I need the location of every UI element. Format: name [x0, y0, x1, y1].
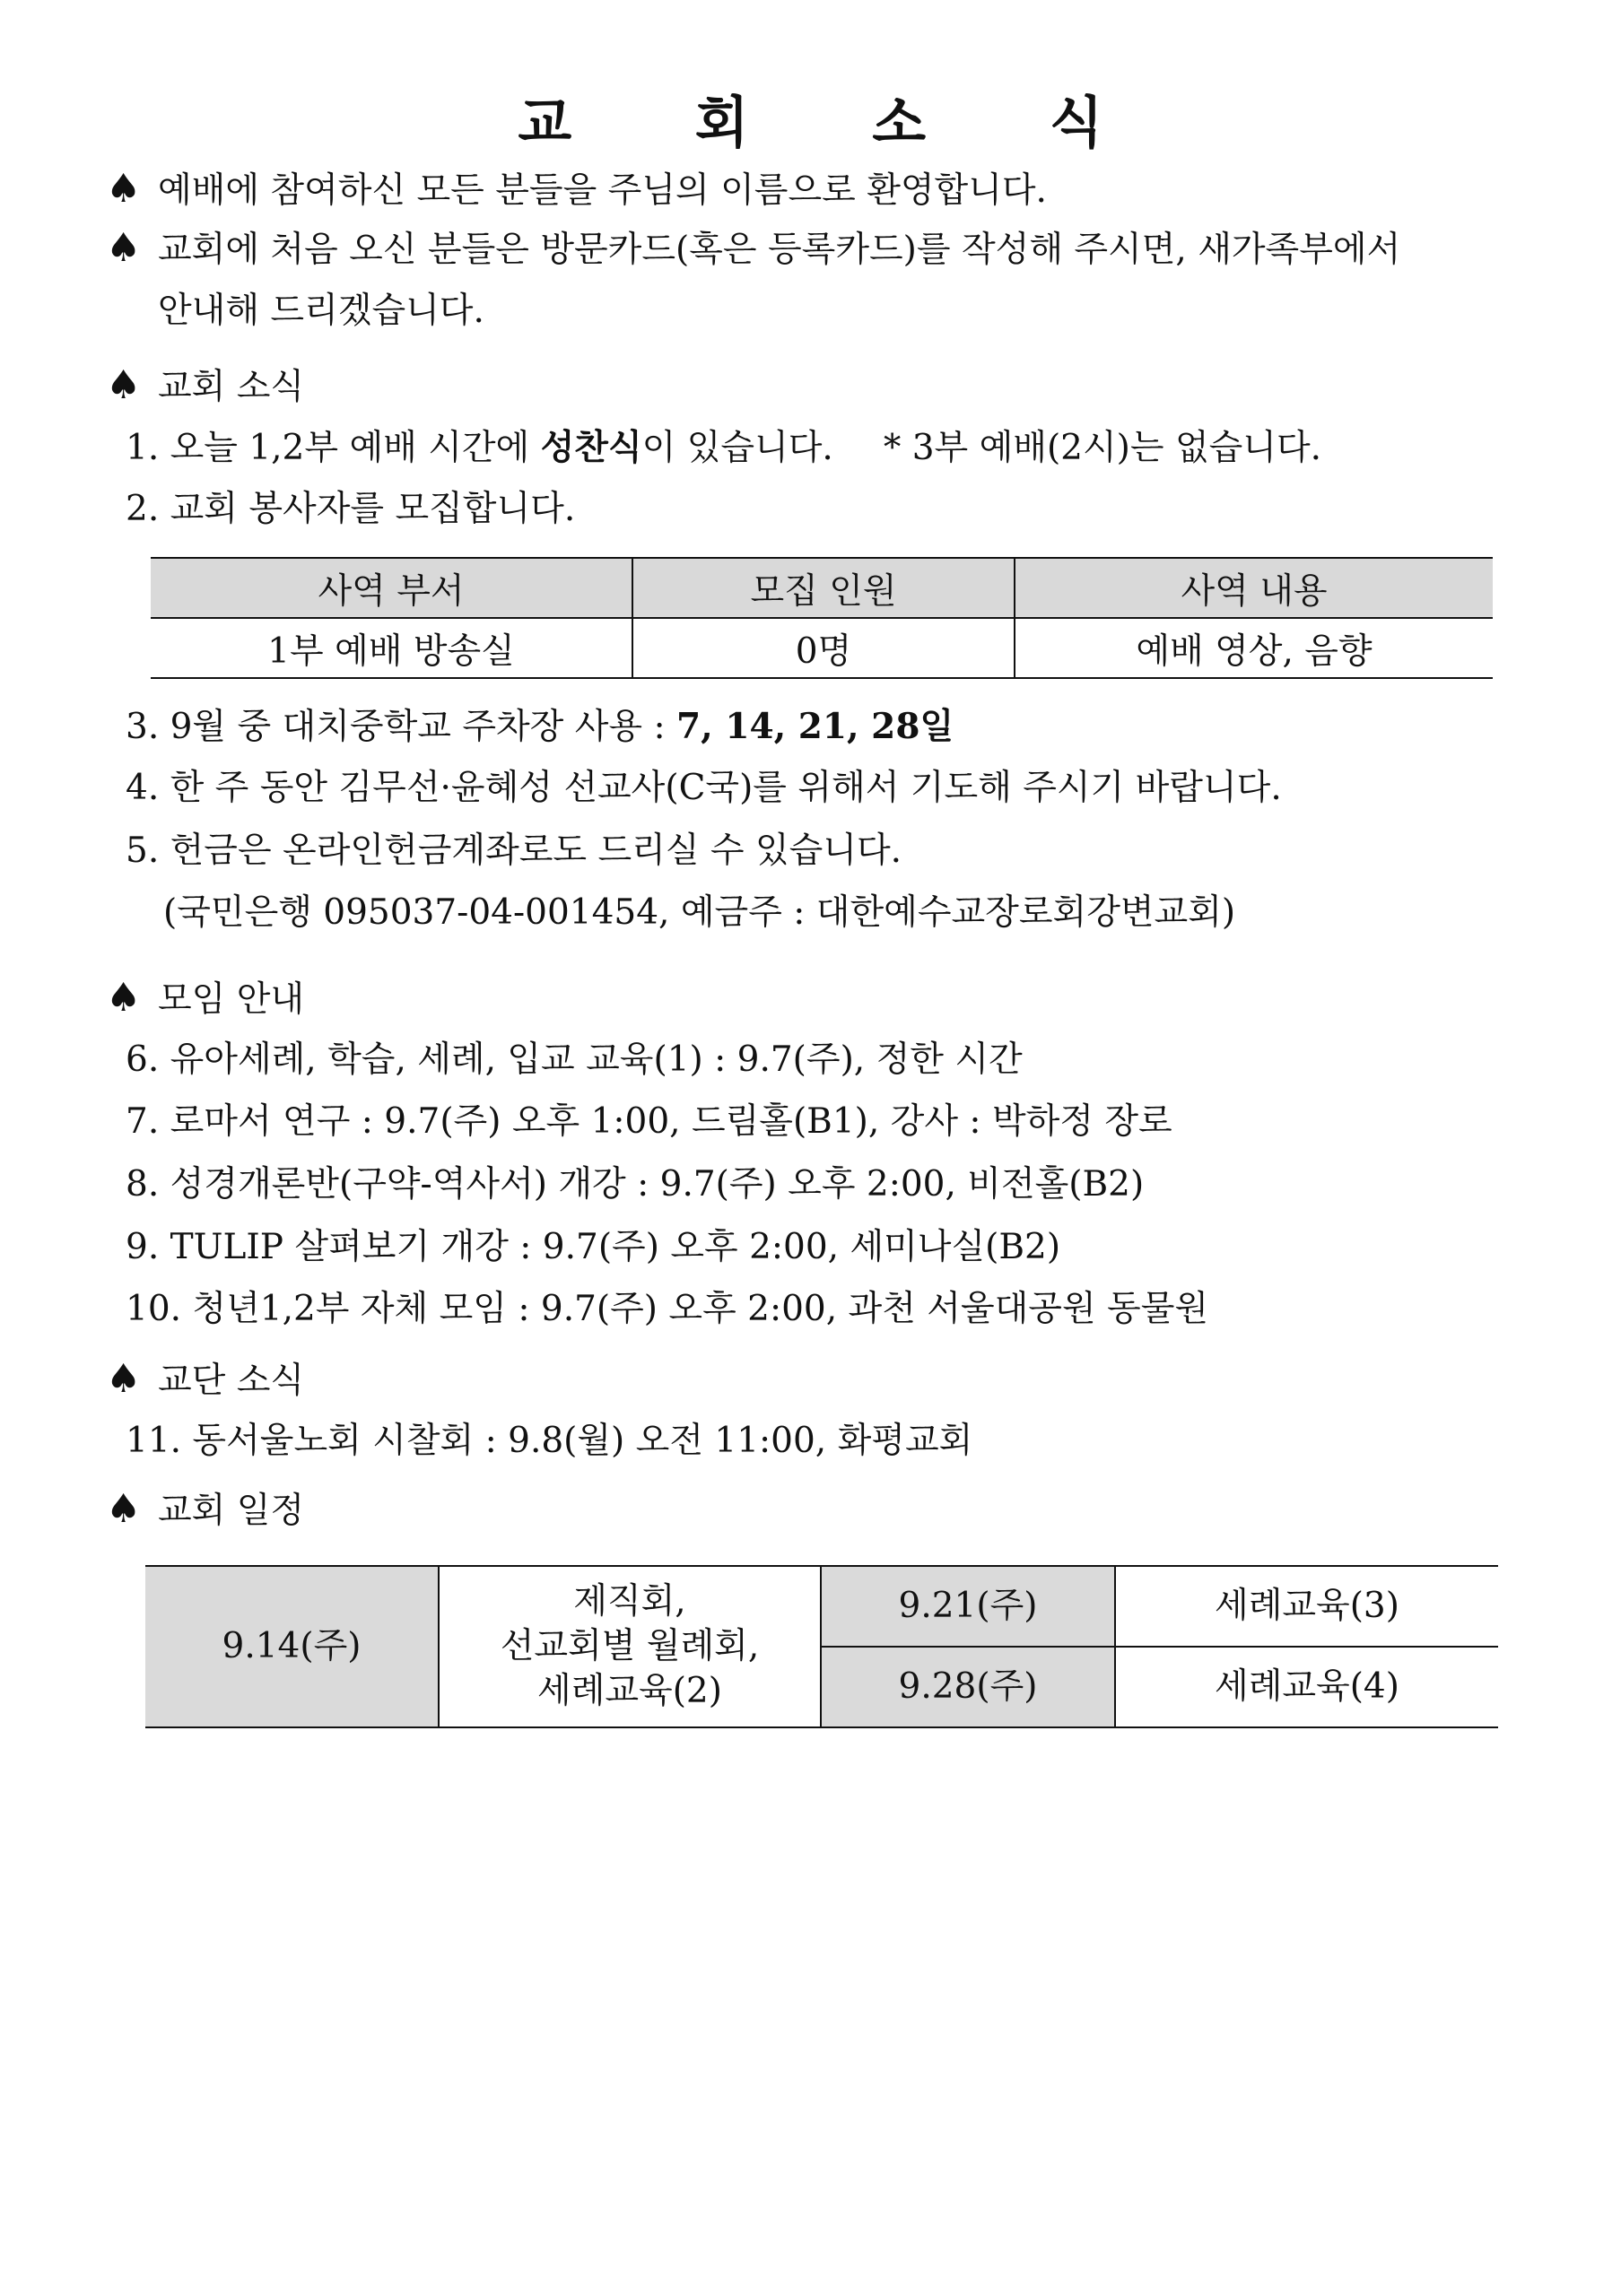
volunteer-header-count: 모집 인원 — [632, 558, 1015, 618]
schedule-event-line: 제직회, — [573, 1581, 686, 1622]
news-item-5: 5. 헌금은 온라인헌금계좌로도 드리실 수 있습니다. — [126, 831, 902, 871]
section-heading: 교회 일정 — [158, 1491, 305, 1531]
schedule-date-2: 9.21(주) — [821, 1566, 1115, 1647]
volunteer-cell-content: 예배 영상, 음향 — [1015, 618, 1493, 678]
volunteer-header-dept: 사역 부서 — [151, 558, 632, 618]
schedule-event-line: 세례교육(2) — [537, 1671, 722, 1711]
news-item-5-account: (국민은행 095037-04-001454, 예금주 : 대한예수교장로회강변교회) — [163, 892, 1236, 933]
volunteer-cell-count: 0명 — [632, 618, 1015, 678]
schedule-events-1 — [439, 1566, 821, 1727]
news-item-2: 2. 교회 봉사자를 모집합니다. — [126, 489, 576, 529]
news-item-3 — [126, 704, 954, 750]
meeting-item-7: 7. 로마서 연구 : 9.7(주) 오후 1:00, 드림홀(B1), 강사 : 박하정 장로 — [126, 1101, 1172, 1142]
news-item-1-text: 1. 오늘 1,2부 예배 시간에 — [126, 428, 541, 468]
spade-icon: ♠ — [106, 166, 142, 212]
news-item-1 — [126, 425, 1321, 471]
volunteer-header-content: 사역 내용 — [1015, 558, 1493, 618]
welcome-text-3: 안내해 드리겠습니다. — [158, 291, 484, 331]
table-row — [151, 618, 1493, 678]
meeting-item-10: 10. 청년1,2부 자체 모임 : 9.7(주) 오후 2:00, 과천 서울대공원 동물원 — [126, 1289, 1209, 1329]
volunteer-table — [151, 557, 1493, 679]
news-item-3-text: 3. 9월 중 대치중학교 주차장 사용 : — [126, 707, 677, 747]
spade-icon: ♠ — [106, 362, 142, 408]
spade-icon: ♠ — [106, 1356, 142, 1402]
section-meetings — [106, 976, 304, 1022]
schedule-event-2: 세례교육(3) — [1115, 1566, 1498, 1647]
section-heading: 교단 소식 — [158, 1361, 305, 1401]
spade-icon: ♠ — [106, 225, 142, 271]
schedule-table — [145, 1565, 1498, 1728]
spade-icon: ♠ — [106, 1486, 142, 1532]
schedule-date-3: 9.28(주) — [821, 1647, 1115, 1727]
section-heading: 교회 소식 — [158, 367, 305, 407]
schedule-date-1: 9.14(주) — [145, 1566, 439, 1727]
welcome-line-2 — [106, 226, 1400, 273]
meeting-item-9: 9. TULIP 살펴보기 개강 : 9.7(주) 오후 2:00, 세미나실(B2) — [126, 1227, 1061, 1267]
volunteer-cell-dept: 1부 예배 방송실 — [267, 631, 515, 672]
spade-icon: ♠ — [106, 975, 142, 1021]
news-item-1-note: * 3부 예배(2시)는 없습니다. — [883, 428, 1322, 468]
meeting-item-6: 6. 유아세례, 학습, 세례, 입교 교육(1) : 9.7(주), 정한 시간 — [126, 1039, 1023, 1080]
meeting-item-8: 8. 성경개론반(구약-역사서) 개강 : 9.7(주) 오후 2:00, 비전홀(B2) — [126, 1164, 1145, 1205]
news-item-3-bold: 7, 14, 21, 28일 — [676, 706, 954, 747]
schedule-event-3: 세례교육(4) — [1115, 1647, 1498, 1727]
table-row — [145, 1566, 1498, 1647]
news-item-4: 4. 한 주 동안 김무선·윤혜성 선교사(C국)를 위해서 기도해 주시기 바랍니다. — [126, 768, 1282, 808]
schedule-event-line: 선교회별 월례회, — [500, 1626, 760, 1666]
page-title: 교 회 소 식 — [518, 90, 1155, 155]
news-item-1-bold: 성찬식 — [540, 427, 642, 468]
welcome-text-1: 예배에 참여하신 모든 분들을 주님의 이름으로 환영합니다. — [158, 170, 1047, 211]
denomination-item-11: 11. 동서울노회 시찰회 : 9.8(월) 오전 11:00, 화평교회 — [126, 1421, 973, 1461]
news-item-1-tail: 이 있습니다. — [641, 428, 833, 468]
welcome-line-1 — [106, 167, 1047, 213]
section-heading: 모임 안내 — [158, 979, 305, 1020]
section-church-news — [106, 363, 304, 410]
section-denomination — [106, 1357, 304, 1404]
section-schedule — [106, 1487, 304, 1534]
welcome-text-2: 교회에 처음 오신 분들은 방문카드(혹은 등록카드)를 작성해 주시면, 새가족부에서 — [158, 230, 1401, 270]
